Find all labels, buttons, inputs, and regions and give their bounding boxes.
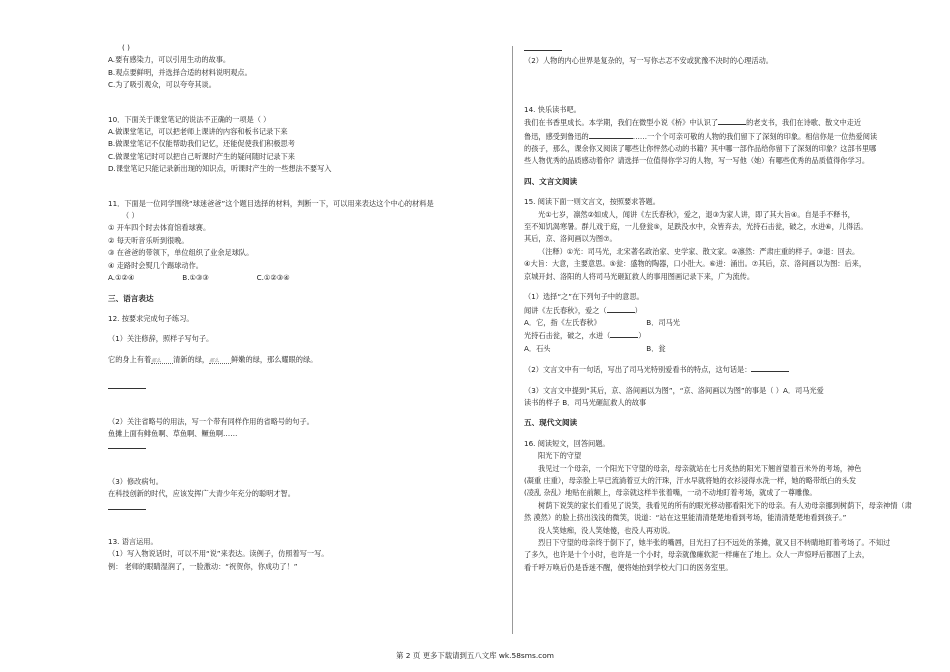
q16-text-4: 树荫下说笑的家长们看见了说笑，我看见的所有的眼光移动都看阳光下的母亲。有人劝母亲挪到树荫下，母亲神情（肃: [538, 500, 912, 510]
q14-line-3: 的孩子，那么，课余你又阅读了哪些让你怦然心动的书籍？其中哪一部作品给你留下了深刻的印象？这部书里哪: [524, 144, 877, 154]
q9-paren: ( ): [122, 43, 130, 52]
q15-note-1: （注释）①光：司马光，北宋著名政治家、史学家、散文家。②凛然：严肃庄重的样子。③退：回去。: [538, 246, 860, 256]
q14-stem: 14. 快乐读书吧。: [524, 104, 581, 114]
q12-part-3-sentence: 在科技创新的时代，应该发挥广大青少年充分的聪明才智。: [108, 489, 295, 499]
q12-part-3: （3）修改病句。: [108, 476, 163, 486]
q16-text-9: 看千呼万唤后仍是昏迷不醒，便将她抬到学校大门口的医务室里。: [524, 562, 733, 572]
q15-option-d: B．瓮: [646, 343, 666, 353]
q15-option-a: A．它，指《左氏春秋》: [524, 317, 601, 327]
q15-part-1: （1）选择“之”在下列句子中的意思。: [524, 292, 644, 302]
right-column: [524, 42, 912, 574]
column-divider: [512, 46, 513, 634]
q13-answer-line[interactable]: [524, 42, 874, 55]
page-footer: 第 2 页 更多下载请到五八文库 wk.58sms.com: [396, 651, 554, 660]
q14-blank-1[interactable]: [718, 116, 746, 125]
q15-part-2: （2）文言文中有一句话，写出了司马光特别爱看书的特点，这句话是：: [524, 363, 874, 376]
q15-part-1-b-options: [524, 343, 874, 355]
q14-line-1: 我们在书香里成长。本学期，我们在微型小说《桥》中认识了 的老支书，我们在诗歌、散文中走近: [524, 118, 862, 128]
section-4-heading: 四、文言文阅读: [524, 176, 578, 186]
q15-note-3: 京城开封、洛阳的人将司马光砸缸救人的事用图画记录下来，广为流传。: [524, 271, 755, 281]
q12-part-1: （1）关注修辞，照样子写句子。: [108, 334, 214, 344]
q11-material-3: ③ 在爸爸的带领下，单位组织了业余足球队。: [108, 248, 254, 258]
q10-option-b: B.做课堂笔记不仅能帮助我们记忆，还能促使我们积极思考: [108, 139, 295, 149]
q15-option-b: B．司马光: [646, 317, 680, 327]
q16-title: 阳光下的守望: [538, 451, 582, 461]
q16-stem: 16. 阅读短文，回答问题。: [524, 438, 610, 448]
q14-line-4: 些人物优秀的品质感动着你？请选择一位值得你学习的人物，写一写他（她）有哪些优秀的品质值得你学习。: [524, 156, 870, 166]
q13-part-1: （1）写入物说话时，可以不用“说”来表达。读例子，仿照着写一写。: [108, 549, 329, 559]
q11-material-2: ② 每天听音乐听到很晚。: [108, 235, 189, 245]
q15-option-c: A．石头: [524, 343, 551, 353]
q11-paren: （ ）: [122, 211, 139, 221]
q15-note-2: ④大旨：大意，主要意思。⑤瓮：盛物的陶器，口小肚大。⑥迸：涌出。⑦其后，京、洛间画以为图：后来，: [524, 259, 867, 269]
q12-example-sentence: 它的身上有着那么 清新的绿，那么 鲜嫩的绿，那么耀眼的绿。: [108, 354, 318, 364]
q16-text-8: 了多久，也许是十个小时，也许是一个小时，母亲就像瘫软泥一样瘫在了地上。众人一声惊呼后都围了上去，: [524, 550, 870, 560]
q9-option-a: A.要有感染力，可以引用生动的故事。: [108, 55, 231, 65]
q16-text-7: 烈日下守望的母亲终于倒下了，她半张的嘴唇，目光扫了扫不远处的茶摊，就又目不转睛地盯着考场了。不知过: [538, 538, 891, 547]
q16-text-3: (凌乱 杂乱）地贴在前额上，母亲就这样半张着嘴，一动不动地盯着考场，就成了一尊雕像。: [524, 488, 817, 498]
q15-blank-2[interactable]: [610, 329, 638, 338]
q10-option-c: C.做课堂笔记时可以把自己听课时产生的疑问随时记录下来: [108, 151, 295, 161]
q16-text-1: 我见过一个母亲，一个阳光下守望的母亲，母亲就站在七月炙热的阳光下翘首望着百米外的考场，神色: [538, 463, 862, 473]
q12-part-2-example: 鱼摊上面有鲱鱼啊、草鱼啊、鳜鱼啊……: [108, 428, 238, 438]
q12-answer-line-2[interactable]: [108, 440, 496, 453]
q13-example: 例： 老师的眼睛湿润了，一脸激动：“祝贺你，你成功了！”: [108, 561, 298, 571]
q11-options: [108, 272, 496, 284]
q15-blank-1[interactable]: [607, 304, 635, 313]
fill-blank-2[interactable]: 那么: [209, 355, 231, 364]
section-5-heading: 五、现代文阅读: [524, 418, 578, 428]
fill-blank-1[interactable]: 那么: [151, 355, 173, 364]
q12-answer-line-1[interactable]: [108, 380, 496, 393]
q11-option-c: C.①②③④: [256, 273, 290, 283]
q12-answer-line-3[interactable]: [108, 501, 496, 514]
q14-blank-2[interactable]: [589, 130, 633, 139]
q10-option-a: A.做课堂笔记，可以把老师上课讲的内容和板书记录下来: [108, 127, 288, 137]
q16-text-6: 没人笑她痴，没人笑她傻，也没人再劝说。: [538, 525, 675, 535]
q15-text-1: 光①七岁，凛然②如成人，闻讲《左氏春秋》，爱之，退③为家人讲，即了其大旨④。自是手不释书，: [538, 209, 855, 219]
q13-part-2: （2）人物的内心世界是复杂的，写一写你忐忑不安或犹豫不决时的心理活动。: [524, 56, 773, 66]
q15-part-1-a-options: [524, 317, 874, 329]
q15-part-1-b: 光持石击瓮，破之，水迸（ ）: [524, 331, 646, 341]
q13-stem: 13. 语言运用。: [108, 536, 158, 546]
q12-part-2: （2）关注省略号的用法，写一个带有同样作用的省略号的句子。: [108, 416, 314, 426]
q15-stem: 15. 阅读下面一则文言文，按照要求答题。: [524, 197, 660, 207]
q15-part-3-a: （3）文言文中提到“其后，京、洛间画以为图”，“京、洛间画以为图”的事是（ ）A．司马光爱: [524, 385, 824, 395]
q15-part-1-a: 闻讲《左氏春秋》，爱之（ ）: [524, 305, 642, 315]
q15-text-2: 至不知饥渴寒暑。群儿戏于庭，一儿登瓮⑤，足跌没水中，众皆弃去，光持石击瓮，破之，水迸⑥，儿得活。: [524, 222, 868, 232]
q15-text-3: 其后，京、洛间画以为图⑦。: [524, 234, 617, 244]
q11-option-b: B.①③③: [182, 273, 209, 283]
q16-text-5: 然 漠然）的脸上挤出浅浅的微笑，说道：“站在这里能清清楚楚地看到考场，能清清楚楚地看到孩子。”: [524, 513, 847, 523]
q11-option-a: A.①②④: [108, 273, 135, 283]
section-3-heading: 三、语言表达: [108, 293, 154, 303]
q11-material-4: ④ 走路时会熨几个踢球动作。: [108, 260, 203, 270]
q11-stem: 11．下面是一位同学围绕“球迷爸爸”这个题目选择的材料，判断一下，可以用来表达这个中心的材料是: [108, 198, 434, 208]
q9-option-b: B.观点要鲜明，并选择合适的材料说明观点。: [108, 67, 252, 77]
q9-option-c: C.为了吸引观众，可以夸夸其谈。: [108, 80, 216, 90]
q14-line-2: 鲁迅，感受到鲁迅的 ……一个个可亲可敬的人物的我们留下了深刻的印象。相信你是一位热爱阅读: [524, 131, 878, 141]
q12-stem: 12. 按要求完成句子练习。: [108, 313, 194, 323]
q10-option-d: D.课堂笔记只能记录新出现的知识点，听课时产生的一些想法不要写入: [108, 164, 332, 174]
q15-answer-blank[interactable]: [751, 363, 789, 372]
left-column: [108, 42, 496, 573]
q16-text-2: (凝重 庄重），母亲脸上早已流淌着豆大的汗珠，汗水早就将她的衣衫浸得水洗一样，她的略带纸白的头发: [524, 475, 857, 485]
q15-part-3-b: 读书的样子 B．司马光砸缸救人的故事: [524, 397, 647, 407]
q10-stem: 10．下面关于课堂笔记的说法不正确的一项是（ ）: [108, 114, 271, 124]
q11-material-1: ① 开车四个时去体育馆看球赛。: [108, 223, 211, 233]
